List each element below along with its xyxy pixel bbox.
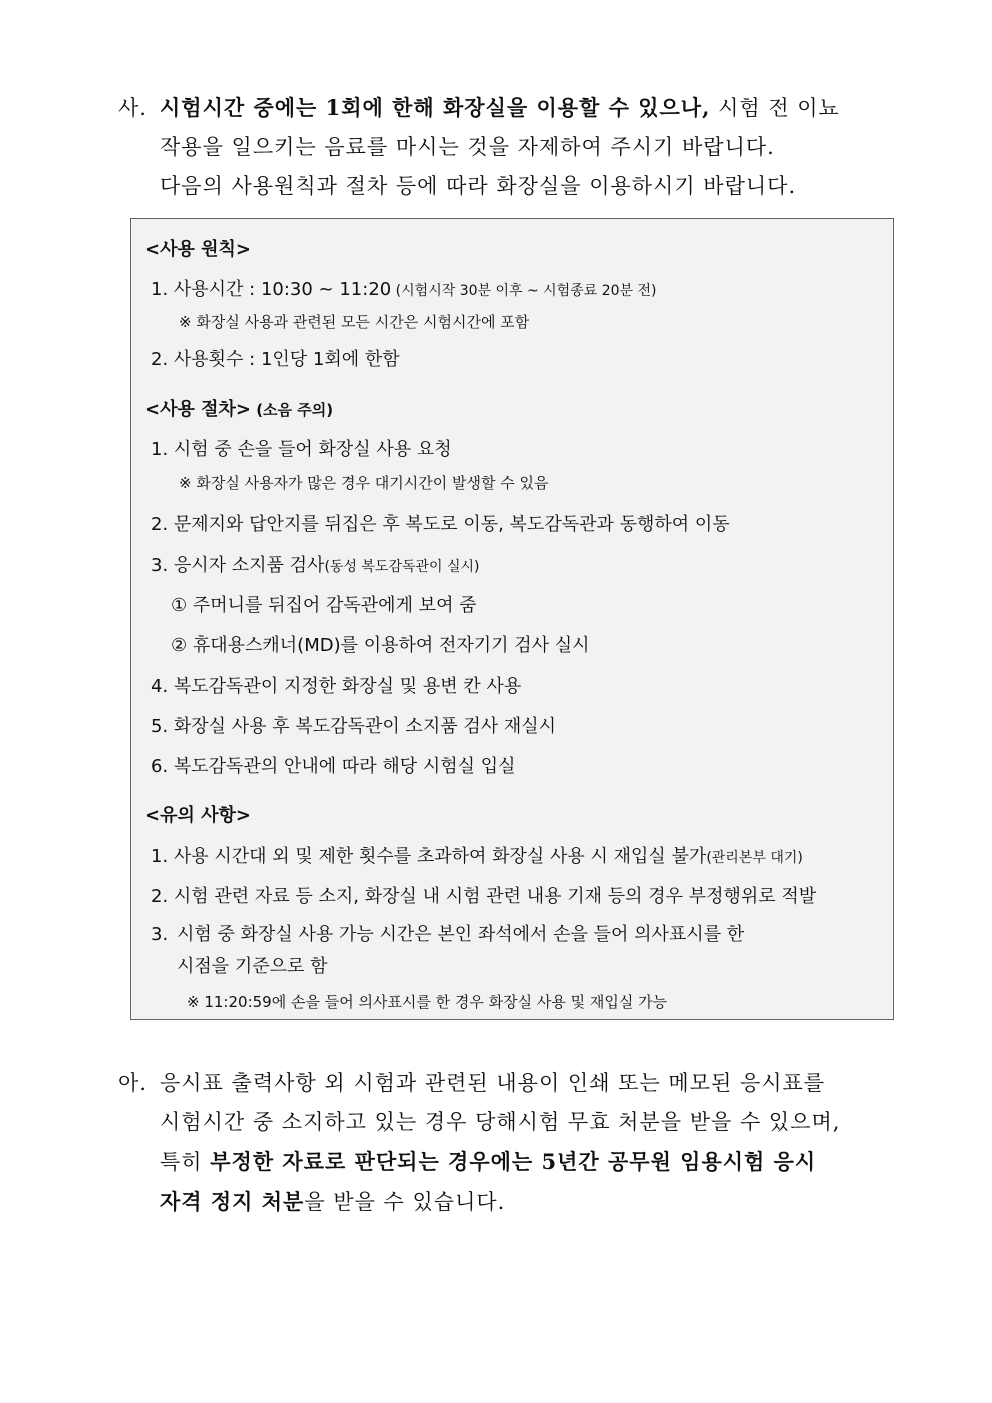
principles-item-1-small: (시험시작 30분 이후 ~ 시험종료 20분 전) (391, 283, 657, 299)
principles-item-2: 2. 사용횟수 : 1인당 1회에 한함 (151, 349, 400, 370)
a-line-3-pre: 특히 (160, 1150, 211, 1174)
a-line-4-bold: 자격 정지 처분 (160, 1189, 305, 1214)
notes-item-3-text-1: 시험 중 화장실 사용 가능 시간은 본인 좌석에서 손을 들어 의사표시를 한 (177, 924, 745, 945)
sa-line-1 (118, 88, 898, 128)
procedure-item-3-main: 3. 응시자 소지품 검사 (151, 555, 325, 576)
sa-line-2: 작용을 일으키는 음료를 마시는 것을 자제하여 주시기 바랍니다. (160, 135, 775, 159)
procedure-item-3-small: (동성 복도감독관이 실시) (324, 559, 480, 575)
notes-item-3 (151, 919, 881, 983)
procedure-item-6: 6. 복도감독관의 안내에 따라 해당 시험실 입실 (151, 756, 516, 777)
notes-item-3-number: 3. (151, 924, 169, 945)
principles-note-1: ※ 화장실 사용과 관련된 모든 시간은 시험시간에 포함 (179, 313, 530, 331)
procedure-circle-1: ① 주머니를 뒤집어 감독관에게 보여 줌 (171, 595, 477, 616)
procedure-item-2: 2. 문제지와 답안지를 뒤집은 후 복도로 이동, 복도감독관과 동행하여 이동 (151, 514, 730, 535)
procedure-note-1: ※ 화장실 사용자가 많은 경우 대기시간이 발생할 수 있음 (179, 474, 549, 492)
procedure-heading-main: <사용 절차> (145, 399, 251, 420)
notes-item-3-line-1 (151, 919, 881, 951)
a-line-4-rest: 을 받을 수 있습니다. (304, 1190, 506, 1214)
restroom-rules-box (130, 218, 894, 1020)
a-line-1-text: 응시표 출력사항 외 시험과 관련된 내용이 인쇄 또는 메모된 응시표를 (160, 1071, 826, 1095)
procedure-item-1: 1. 시험 중 손을 들어 화장실 사용 요청 (151, 439, 452, 460)
sa-marker: 사. (118, 96, 147, 120)
notes-item-3-line-2: 시점을 기준으로 함 (177, 956, 328, 977)
procedure-item-3 (151, 551, 480, 577)
sa-line-3: 다음의 사용원칙과 절차 등에 따라 화장실을 이용하시기 바랍니다. (160, 174, 797, 198)
a-line-2: 시험시간 중 소지하고 있는 경우 당해시험 무효 처분을 받을 수 있으며, (160, 1110, 841, 1134)
procedure-item-5: 5. 화장실 사용 후 복도감독관이 소지품 검사 재실시 (151, 716, 556, 737)
a-line-4 (118, 1182, 898, 1222)
principles-item-1-main: 1. 사용시간 : 10:30 ~ 11:20 (151, 279, 392, 300)
sa-bold-lead: 시험시간 중에는 1회에 한해 화장실을 이용할 수 있으나, (160, 95, 711, 120)
notes-item-1-small: (관리본부 대기) (706, 850, 803, 866)
procedure-heading-sub: (소음 주의) (250, 401, 334, 419)
principles-heading: <사용 원칙> (145, 239, 251, 260)
notes-item-2: 2. 시험 관련 자료 등 소지, 화장실 내 시험 관련 내용 기재 등의 경우 부정행위로 적발 (151, 886, 817, 907)
a-line-3-bold: 부정한 자료로 판단되는 경우에는 5년간 공무원 임용시험 응시 (210, 1149, 817, 1174)
a-marker: 아. (118, 1071, 147, 1095)
sa-line1-rest: 시험 전 이뇨 (710, 96, 840, 120)
section-a (118, 1064, 898, 1222)
a-line-3 (118, 1142, 898, 1182)
notes-item-1-main: 1. 사용 시간대 외 및 제한 횟수를 초과하여 화장실 사용 시 재입실 불가 (151, 846, 707, 867)
procedure-heading (145, 395, 333, 421)
section-sa (118, 88, 898, 206)
procedure-circle-2: ② 휴대용스캐너(MD)를 이용하여 전자기기 검사 실시 (171, 635, 590, 656)
procedure-item-4: 4. 복도감독관이 지정한 화장실 및 용변 칸 사용 (151, 676, 522, 697)
notes-note: ※ 11:20:59에 손을 들어 의사표시를 한 경우 화장실 사용 및 재입실 가능 (187, 993, 668, 1011)
notes-heading: <유의 사항> (145, 805, 251, 826)
notes-item-1 (151, 842, 803, 868)
principles-item-1 (151, 275, 656, 301)
a-line-1 (118, 1064, 898, 1103)
